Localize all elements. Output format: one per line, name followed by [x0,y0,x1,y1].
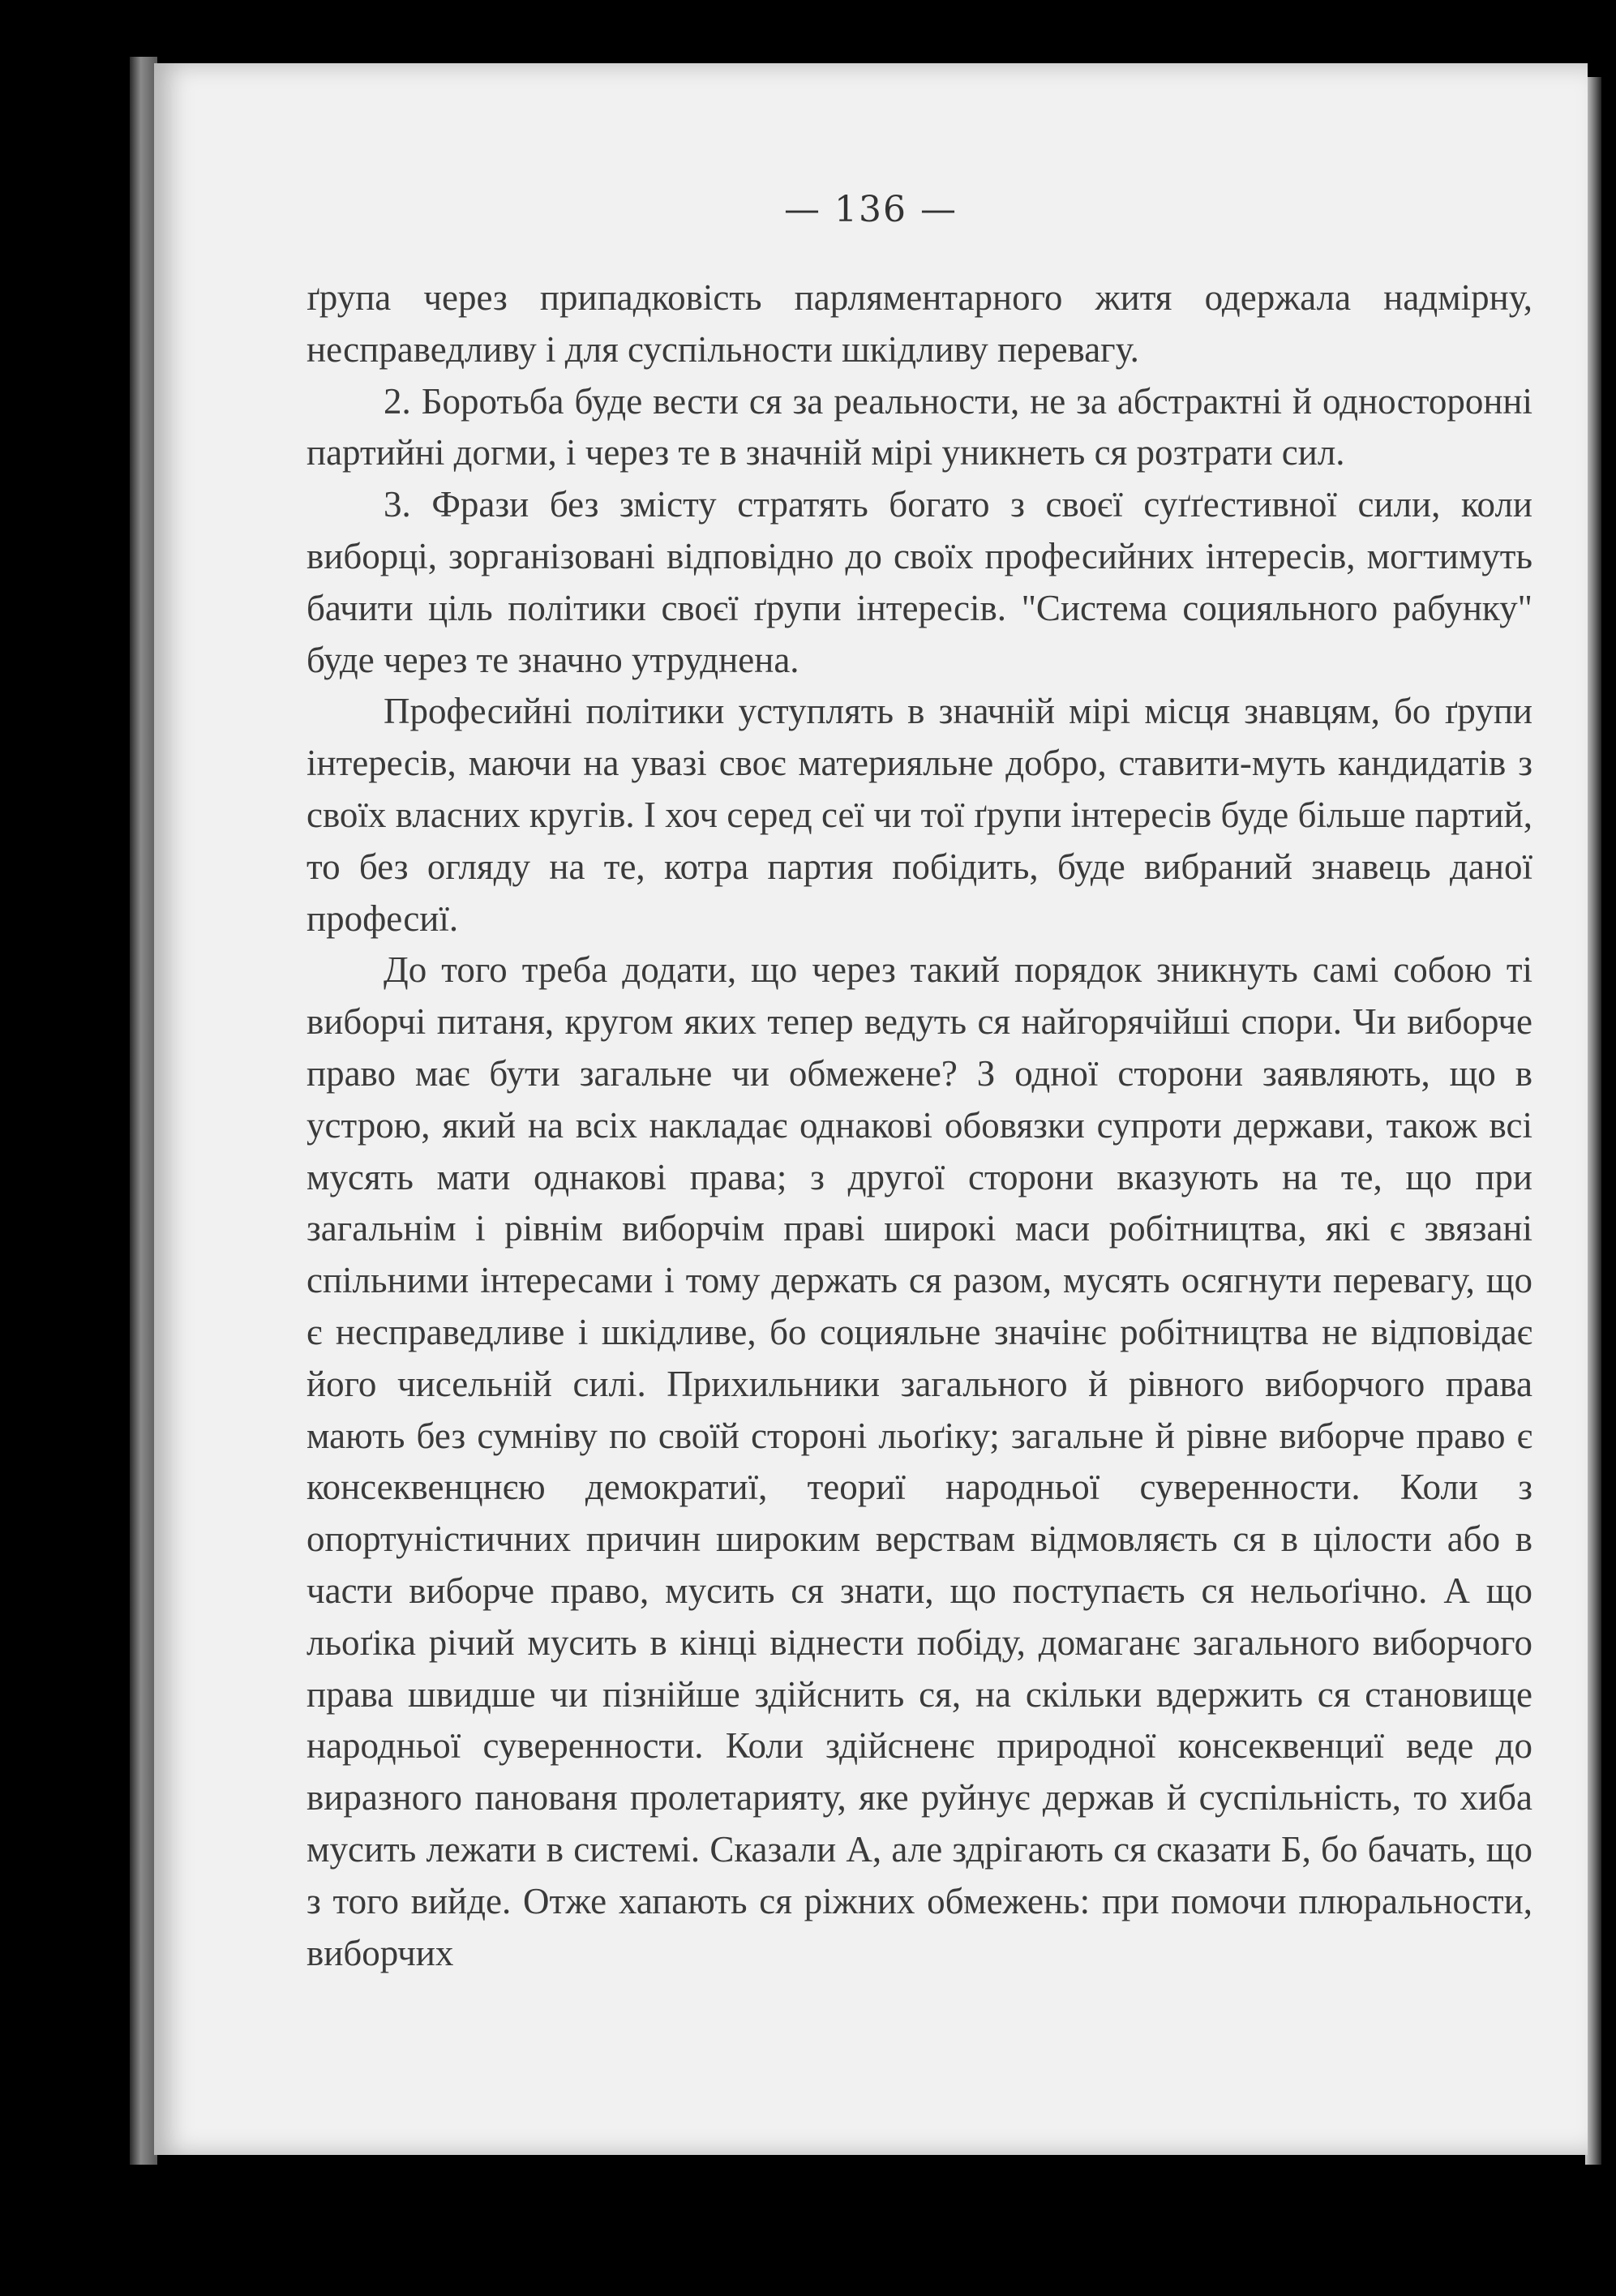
paragraph: Професийні політики уступлять в значній мірі місця знавцям, бо ґрупи інтересів, маючи на увазі своє материяльне добро, ставити-муть кандидатів з своїх власних кругів. І хоч серед сеї чи тої ґрупи інтересів буде більше партий, то без огляду на те, котра партия побідить, буде вибраний знавець даної професиї. [306,691,1532,939]
book-page [154,63,1588,2155]
book-spine-edge [130,57,157,2165]
paragraph: 3. Фрази без змісту стратять богато з своєї суґґестивної сили, коли виборці, зорганізовані відповідно до своїх професийних інтересів, могтимуть бачити ціль політики своєї ґрупи інтересів. "Система социяльного рабунку" буде через те значно утруднена. [306,484,1532,680]
paragraph: До того треба додати, що через такий порядок зникнуть самі собою ті виборчі питаня, кругом яких тепер ведуть ся найгорячійші спори. Чи виборче право має бути загальне чи обмежене? З одної сторони заявляють, що в устрою, який на всіх накладає однакові обовязки супроти держави, також всі мусять мати однакові права; з другої сторони вказують на те, що при загальнім і рівнім виборчім праві широкі маси робітництва, які є звязані спільними інтересами і тому держать ся разом, мусять осягнути перевагу, що є несправедливе і шкідливе, бо социяльне значінє робітництва не відповідає його чисельній силі. Прихильники загального й рівного виборчого права мають без сумніву по своїй стороні льоґіку; загальне й рівне виборче право є консеквенцнєю демократиї, теориї народньої суверенности. Коли з опортуністичних причин широким верствам відмовляєть ся в цілости або в части виборче право, мусить ся знати, що поступаєть ся нельоґічно. А що льоґіка річий мусить в кінці віднести побіду, домаганє загального виборчого права швидше чи пізнійше здійснить ся, на скільки вдержить ся становище народньої суверенности. Коли здійсненє природної консеквенциї веде до виразного панованя пролетарияту, яке руйнує держав й суспільність, то хиба мусить лежати в системі. Сказали А, але здрігають ся сказати Б, бо бачать, що з того вийде. Отже хапають ся ріжних обмежень: при помочи плюральности, виборчих [306,949,1532,1973]
body-text [306,272,1532,1979]
page-number: — 136 — [784,189,958,230]
paragraph: ґрупа через припадковість парляментарного житя одержала надмірну, несправедливу і для суспільности шкідливу перевагу. [306,277,1532,370]
paragraph: 2. Боротьба буде вести ся за реальности, не за абстрактні й односторонні партийні догми, і через те в значній мірі уникнеть ся розтрати сил. [306,380,1532,473]
book-page-edge [1585,77,1601,2165]
